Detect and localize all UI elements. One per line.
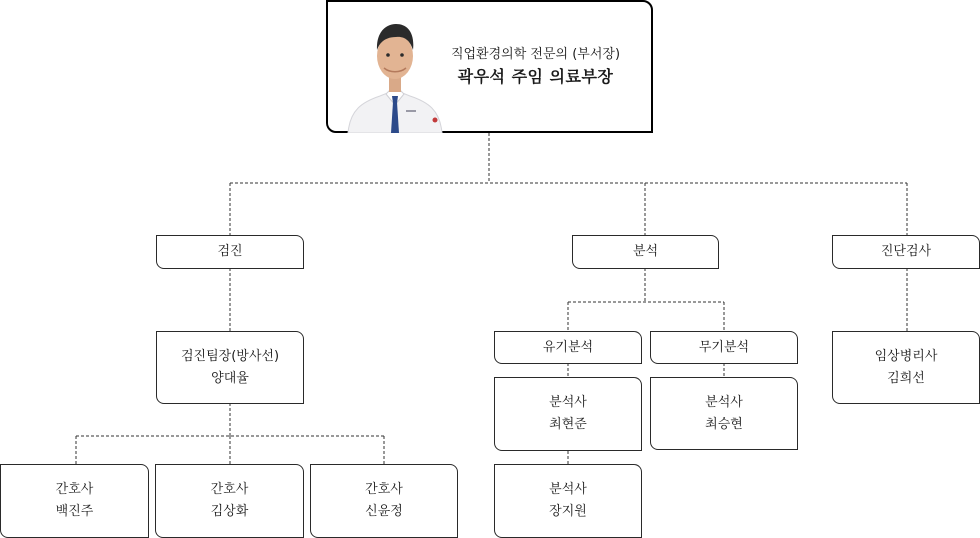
nurse-role: 간호사 [55, 482, 94, 497]
sub-inorganic [650, 331, 798, 364]
analyst-role: 분석사 [705, 394, 743, 410]
dept-diagnostic-label: 진단검사 [880, 244, 932, 259]
pathologist-card [832, 331, 980, 404]
nurse-name: 김상화 [210, 504, 249, 519]
analyst-name: 장지원 [549, 504, 587, 519]
sub-organic [494, 331, 642, 364]
dept-checkup [156, 235, 304, 269]
nurse-card [155, 464, 304, 538]
pathologist-role: 임상병리사 [874, 348, 938, 364]
nurse-name: 신윤정 [365, 504, 403, 519]
nurse-role: 간호사 [210, 482, 249, 497]
sub-organic-label: 유기분석 [542, 339, 594, 355]
nurse-role: 간호사 [365, 482, 403, 497]
dept-analysis [572, 235, 719, 269]
dept-analysis-label: 분석 [632, 244, 659, 259]
head-name: 곽우석 주임 의료부장 [457, 66, 614, 86]
analyst-role: 분석사 [549, 395, 587, 410]
dept-checkup-label: 검진 [217, 244, 243, 259]
nurse-card [310, 464, 458, 538]
analyst-name: 최현준 [549, 417, 587, 432]
pathologist-name: 김희선 [887, 370, 925, 386]
head-title: 직업환경의학 전문의 (부서장) [450, 46, 621, 62]
checkup-lead-name: 양대율 [211, 370, 249, 386]
analyst-card [494, 464, 642, 538]
analyst-name: 최승현 [705, 416, 743, 432]
head-card [326, 0, 653, 133]
checkup-lead-card [156, 331, 304, 404]
analyst-card [494, 377, 642, 451]
nurse-card [0, 464, 149, 538]
nurse-name: 백진주 [55, 504, 94, 519]
dept-diagnostic [832, 235, 980, 269]
checkup-lead-role: 검진팀장(방사선) [180, 348, 280, 364]
sub-inorganic-label: 무기분석 [698, 339, 750, 355]
analyst-role: 분석사 [549, 482, 587, 497]
analyst-card [650, 377, 798, 450]
